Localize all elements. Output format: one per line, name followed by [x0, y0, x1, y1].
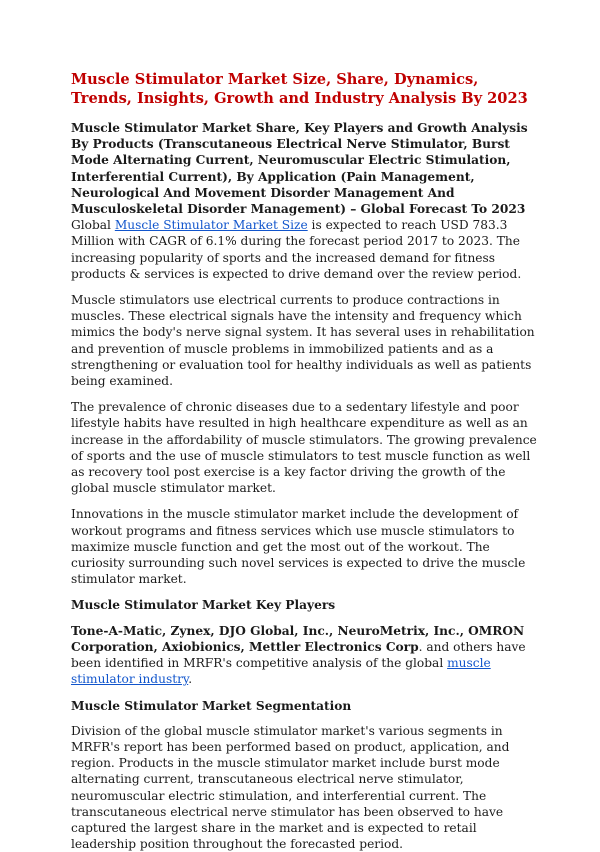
- intro-text-before: Global: [71, 218, 115, 233]
- intro-paragraph: [71, 217, 542, 282]
- innovations-paragraph: Innovations in the muscle stimulator market include the development of workout programs and fitness services which use muscle stimulators to maximize muscle function and get the most out of the workout. The curiosity surrounding such novel services is expected to drive the muscle stimulator market.: [71, 507, 526, 587]
- key-players-end: .: [188, 672, 193, 687]
- page-title: Muscle Stimulator Market Size, Share, Dynamics, Trends, Insights, Growth and Industry Analysis By 2023: [71, 71, 528, 107]
- stimulator-description-paragraph: Muscle stimulators use electrical currents to produce contractions in muscles. These electrical signals have the intensity and frequency which mimics the body's nerve signal system. It has several uses in rehabilitation and prevention of muscle problems in immobilized patients and as a strengthening or evaluation tool for healthy individuals as well as patients being examined.: [71, 293, 535, 389]
- key-players-paragraph: [71, 623, 542, 688]
- segmentation-paragraph: Division of the global muscle stimulator market's various segments in MRFR's report has been performed based on product, application, and region. Products in the muscle stimulator market include burst mode alternating current, transcutaneous electrical nerve stimulator, neuromuscular electric stimulation, and interferential current. The transcutaneous electrical nerve stimulator has been observed to have captured the largest share in the market and is expected to retail leadership position throughout the forecasted period.: [71, 723, 510, 852]
- industry-link[interactable]: muscle stimulator industry: [71, 656, 491, 687]
- intro-text-after: is expected to reach USD 783.3 Million with CAGR of 6.1% during the forecast period 2017 to 2023. The increasing popularity of sports and the increased demand for fitness products & services is expected to drive demand over the review period.: [71, 218, 522, 281]
- key-players-text: . and others have been identified in MRFR's competitive analysis of the global: [71, 639, 526, 671]
- report-subtitle: Muscle Stimulator Market Share, Key Players and Growth Analysis By Products (Transcutaneous Electrical Nerve Stimulator, Burst Mode Alternating Current, Neuromuscular Electric Stimulation, Interferential Current), By Application (Pain Management, Neurological And Movement Disorder Management And Musculoskeletal Disorder Management) – Global Forecast To 2023: [71, 121, 528, 217]
- key-players-list: Tone-A-Matic, Zynex, DJO Global, Inc., NeuroMetrix, Inc., OMRON Corporation, Axiobionics, Mettler Electronics Corp: [71, 623, 525, 654]
- segmentation-heading: Muscle Stimulator Market Segmentation: [71, 698, 352, 713]
- key-players-heading: Muscle Stimulator Market Key Players: [71, 598, 336, 613]
- drivers-paragraph: The prevalence of chronic diseases due to a sedentary lifestyle and poor lifestyle habits have resulted in high healthcare expenditure as well as an increase in the affordability of muscle stimulators. The growing prevalence of sports and the use of muscle stimulators to test muscle function as well as recovery tool post exercise is a key factor driving the growth of the global muscle stimulator market.: [71, 400, 537, 496]
- market-size-link[interactable]: Muscle Stimulator Market Size: [114, 218, 308, 233]
